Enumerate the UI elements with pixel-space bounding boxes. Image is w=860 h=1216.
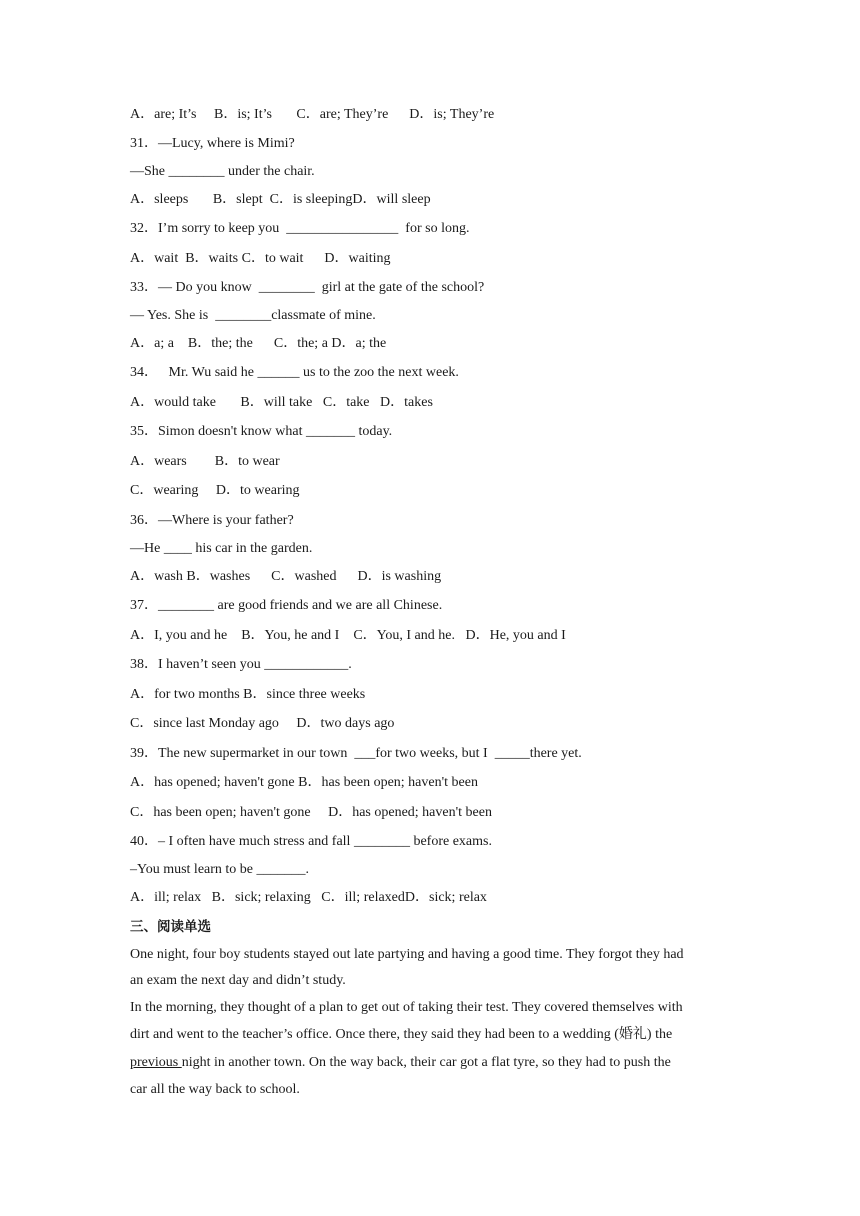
q37-stem: 37．________ are good friends and we are all Chinese.: [130, 598, 443, 613]
passage-line-6: car all the way back to school.: [130, 1082, 300, 1097]
passage-line-2: an exam the next day and didn’t study.: [130, 973, 346, 988]
q33-options: A．a; a B．the; the C．the; a D．a; the: [130, 336, 387, 351]
q40-options: A．ill; relax B．sick; relaxing C．ill; relaxedD．sick; relax: [130, 890, 487, 905]
q38-options-2: C．since last Monday ago D．two days ago: [130, 716, 395, 731]
q40-stem: 40．– I often have much stress and fall ________ before exams.: [130, 834, 492, 849]
q39-options-2: C．has been open; haven't gone D．has opened; haven't been: [130, 805, 492, 820]
q39-stem: 39．The new supermarket in our town ___for two weeks, but I _____there yet.: [130, 746, 582, 761]
q31-stem: 31．—Lucy, where is Mimi?: [130, 136, 295, 151]
q33-stem-2: — Yes. She is ________classmate of mine.: [130, 308, 376, 323]
q37-options: A．I, you and he B．You, he and I C．You, I and he. D．He, you and I: [130, 628, 566, 643]
passage-line-3: In the morning, they thought of a plan to get out of taking their test. They covered themselves with: [130, 1000, 683, 1015]
q35-options-1: A．wears B．to wear: [130, 454, 280, 469]
passage-line-4: dirt and went to the teacher’s office. Once there, they said they had been to a wedding (婚礼) the: [130, 1027, 673, 1042]
passage-line-1: One night, four boy students stayed out late partying and having a good time. They forgot they had: [130, 947, 684, 962]
q36-stem-2: —He ____ his car in the garden.: [130, 541, 313, 556]
q38-options-1: A．for two months B．since three weeks: [130, 687, 366, 702]
q35-stem: 35．Simon doesn't know what _______ today.: [130, 424, 393, 439]
q35-options-2: C．wearing D．to wearing: [130, 483, 300, 498]
q36-stem: 36．—Where is your father?: [130, 513, 294, 528]
passage-line-5: [130, 1054, 671, 1072]
q31-stem-2: —She ________ under the chair.: [130, 164, 315, 179]
section-title: 三、阅读单选: [130, 919, 211, 935]
q34-stem: 34． Mr. Wu said he ______ us to the zoo the next week.: [130, 365, 459, 380]
q36-options: A．wash B．washes C．washed D．is washing: [130, 569, 442, 584]
q38-stem: 38．I haven’t seen you ____________.: [130, 657, 352, 672]
q33-stem: 33．— Do you know ________ girl at the gate of the school?: [130, 280, 485, 295]
underlined-word: previous: [130, 1055, 182, 1070]
q40-stem-2: –You must learn to be _______.: [130, 862, 310, 877]
passage-line-5-text: night in another town. On the way back, their car got a flat tyre, so they had to push the: [181, 1055, 671, 1070]
q30-options: A．are; It’s B．is; It’s C．are; They’re D．is; They’re: [130, 107, 495, 122]
q32-stem: 32．I’m sorry to keep you ________________ for so long.: [130, 221, 470, 236]
q39-options-1: A．has opened; haven't gone B．has been open; haven't been: [130, 775, 478, 790]
q31-options: A．sleeps B．slept C．is sleepingD．will sleep: [130, 192, 431, 207]
q34-options: A．would take B．will take C．take D．takes: [130, 395, 433, 410]
q32-options: A．wait B．waits C．to wait D．waiting: [130, 251, 391, 266]
